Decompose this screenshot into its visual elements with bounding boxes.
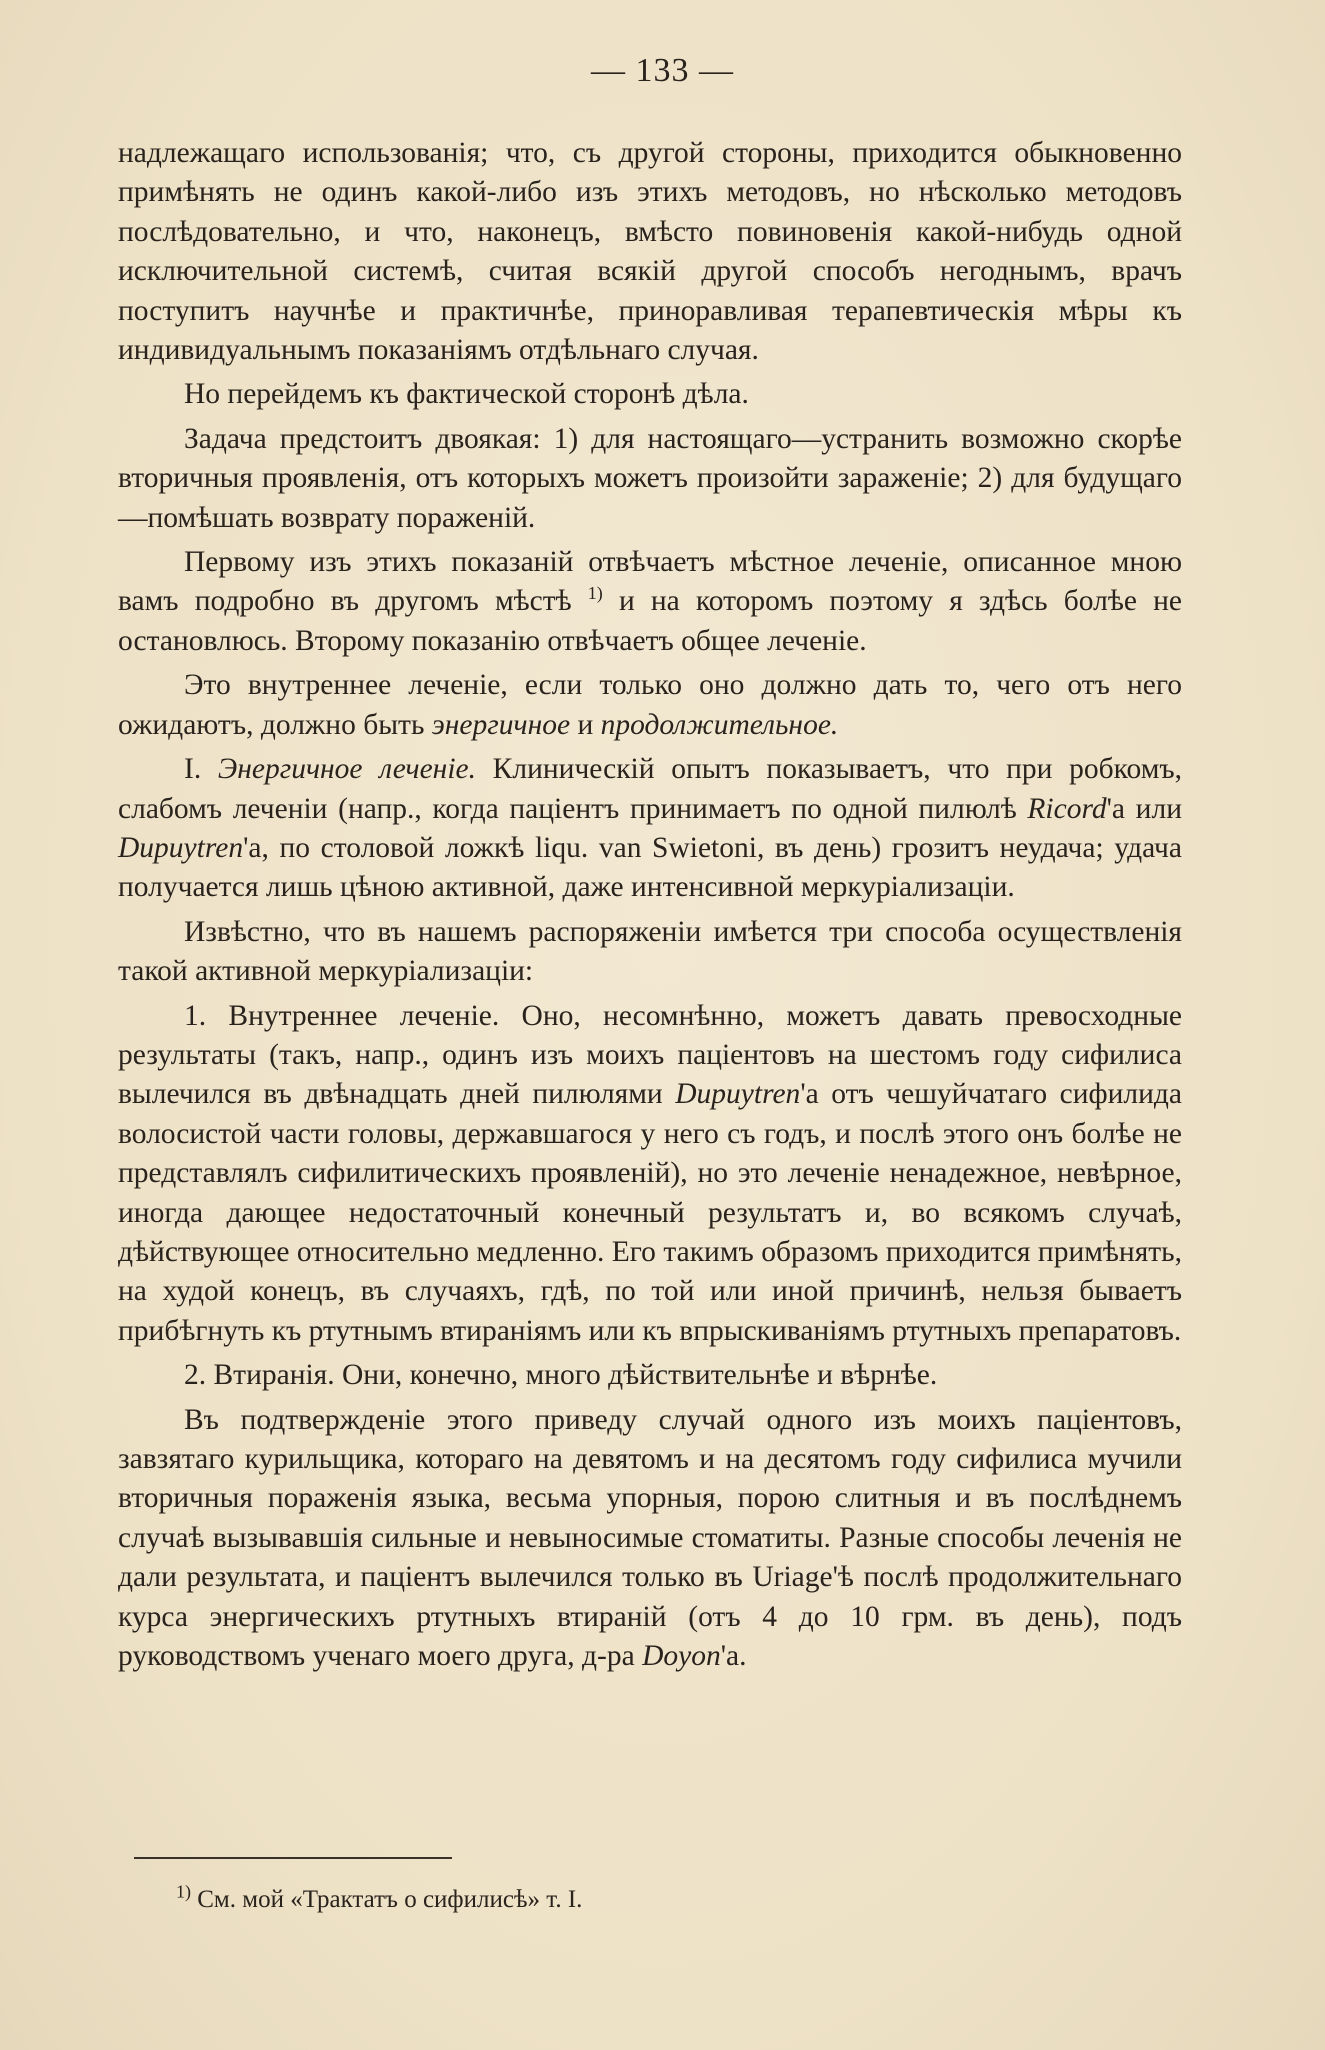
paragraph [118,375,1182,414]
paragraph [118,1356,1182,1395]
text-run: 1. Внутреннее леченіе. Оно, несомнѣнно, можетъ давать превосходные результаты (такъ, напр., одинъ изъ моихъ паціентовъ на шестомъ году сифилиса вылечился въ двѣнадцать дней пилюлями [118,999,1182,1111]
text-run: Первому изъ этихъ показаній отвѣчаетъ мѣстное леченіе, описанное мною вамъ подробно въ другомъ мѣстѣ [118,546,1182,618]
paragraph [118,666,1182,745]
text-run: Но перейдемъ къ фактической сторонѣ дѣла. [184,378,749,411]
footnote-reference: 1) [587,583,603,604]
footnote [176,1883,1076,1917]
text-run: и на которомъ поэтому я здѣсь болѣе не остановлюсь. Второму показанію отвѣчаетъ общее леченіе. [118,585,1182,657]
paragraph [118,420,1182,538]
paragraph [118,543,1182,661]
footnote-rule [134,1857,452,1859]
text-run: 'а или [1106,792,1182,825]
paragraph [118,1401,1182,1677]
text-run: Клиническій опытъ показываетъ, что при робкомъ, слабомъ леченіи (напр., когда паціентъ принимаетъ по одной пилюлѣ [118,753,1182,825]
text-run: 'а отъ чешуйчатаго сифилида волосистой части головы, державшагося у него съ годъ, и послѣ этого онъ болѣе не представлялъ сифилитическихъ проявленій), но это леченіе ненадежное, невѣрное, иногда дающее недостаточный конечный результатъ и, во всякомъ случаѣ, дѣйствующее относительно медленно. Его такимъ образомъ приходится примѣнять, на худой конецъ, въ случаяхъ, гдѣ, по той или иной причинѣ, нельзя бываетъ прибѣгнуть къ ртутнымъ втираніямъ или къ впрыскиваніямъ ртутныхъ препаратовъ. [118,1078,1182,1347]
text-run: Это внутреннее леченіе, если только оно должно дать то, чего отъ него ожидаютъ, должно быть [118,669,1182,741]
emphasis-text: Энергичное леченіе. [217,753,476,786]
emphasis-text: Ricord [1027,792,1107,825]
paragraph [118,750,1182,908]
text-run: 'а, по столовой ложкѣ liqu. van Swietoni, въ день) грозитъ неудача; удача получается лишь цѣною активной, даже интенсивной меркуріализаціи. [118,831,1182,904]
emphasis-text: Doyon [642,1640,721,1673]
page-number: — 133 — [591,52,734,89]
text-run: I. [184,753,218,786]
text-run: Въ подтвержденіе этого приведу случай одного изъ моихъ паціентовъ, завзятаго курильщика, котораго на девятомъ и на десятомъ году сифилиса мучили вторичныя пораженія языка, весьма упорныя, порою слитныя и въ послѣднемъ случаѣ вызывавшія сильные и невыносимые стоматиты. Разные способы леченія не дали результата, и паціентъ вылечился только въ Uriage'ѣ послѣ продолжительнаго курса энергическихъ ртутныхъ втираній (отъ 4 до 10 грм. въ день), подъ руководствомъ ученаго моего друга, д-ра [118,1403,1182,1673]
text-run: и [570,708,601,741]
emphasis-text: энергичное [431,708,571,741]
text-run: 2. Втиранія. Они, конечно, много дѣйствительнѣе и вѣрнѣе. [184,1359,938,1392]
emphasis-text: продолжительное. [600,708,839,741]
text-run: Извѣстно, что въ нашемъ распоряженіи имѣется три способа осуществленія такой активной меркуріализаціи: [118,915,1182,988]
footnote-text: См. мой «Трактатъ о сифилисѣ» т. I. [191,1886,583,1913]
body-text [118,134,1182,1676]
text-run: Задача предстоитъ двоякая: 1) для настоящаго—устранить возможно скорѣе вторичныя проявленія, отъ которыхъ можетъ произойти зараженіе; 2) для будущаго—помѣшать возврату пораженій. [118,422,1182,534]
text-run: 'а. [720,1640,747,1673]
emphasis-text: Dupuytren [118,831,244,864]
paragraph [118,913,1182,992]
footnote-marker: 1) [176,1881,191,1902]
emphasis-text: Dupuytren [675,1078,801,1111]
text-run: надлежащаго использованія; что, съ другой стороны, приходится обыкновенно примѣнять не одинъ какой-либо изъ этихъ методовъ, но нѣсколько методовъ послѣдовательно, и что, наконецъ, вмѣсто повиновенія какой-нибудь одной исключительной системѣ, считая всякій другой способъ негоднымъ, врачъ поступитъ научнѣе и практичнѣе, приноравливая терапевтическія мѣры къ индивидуальнымъ показаніямъ отдѣльнаго случая. [118,137,1182,367]
paragraph [118,134,1182,370]
paragraph [118,997,1182,1352]
